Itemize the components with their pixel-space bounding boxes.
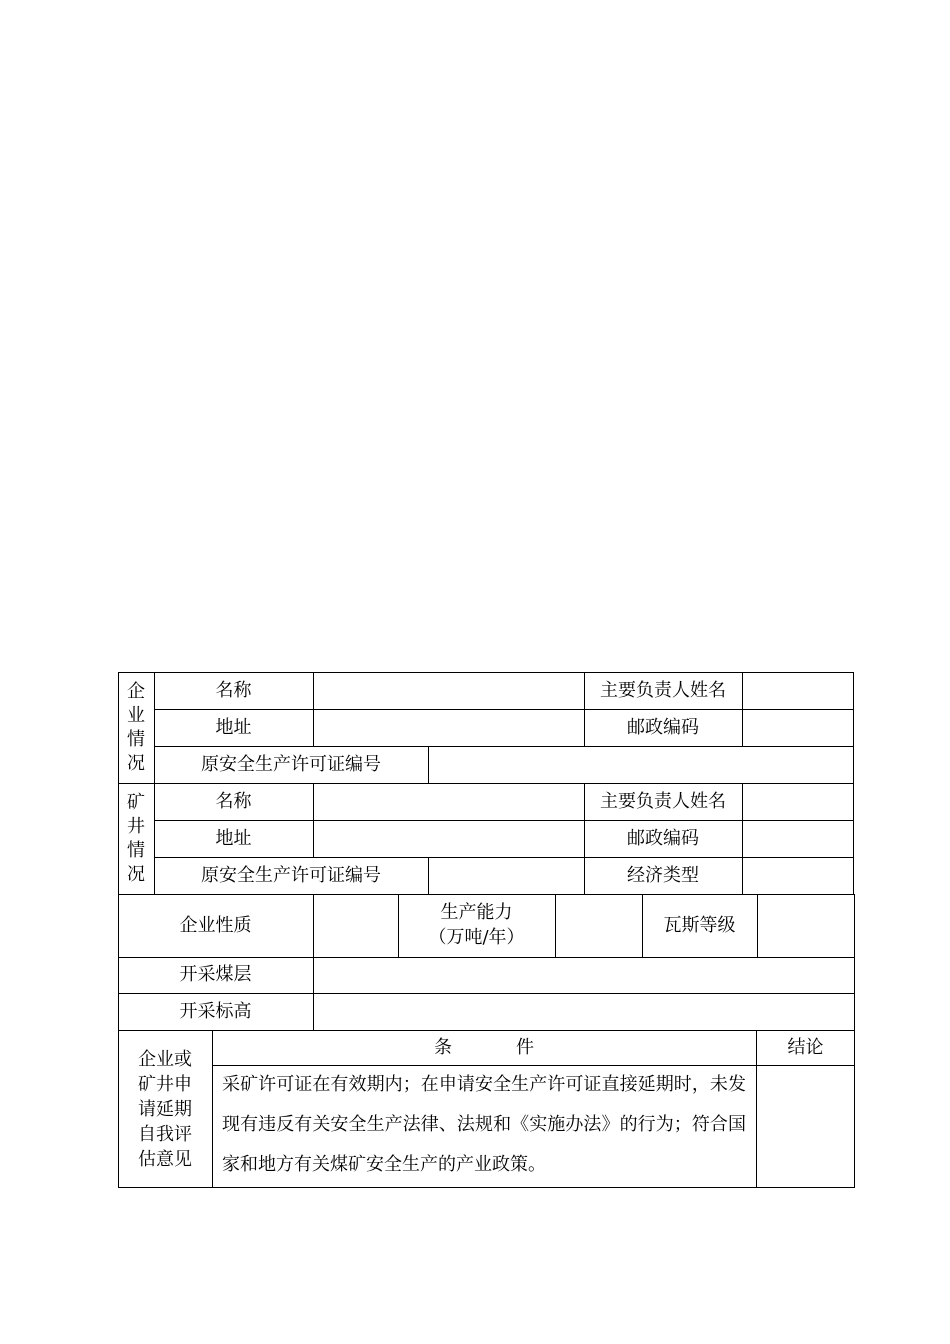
enterprise-section-label: 企 业 情 况 — [127, 681, 145, 774]
mine-address-field[interactable] — [314, 821, 584, 857]
enterprise-nature-label: 企业性质 — [179, 914, 252, 936]
enterprise-head-label: 主要负责人姓名 — [600, 679, 726, 701]
mine-head-label: 主要负责人姓名 — [600, 790, 726, 812]
mining-seam-label: 开采煤层 — [179, 964, 252, 986]
mining-elevation-field[interactable] — [314, 994, 854, 1030]
condition-text: 采矿许可证在有效期内；在申请安全生产许可证直接延期时，未发现有违反有关安全生产法律、法规和《实施办法》的行为；符合国家和地方有关煤矿安全生产的产业政策。 — [222, 1074, 746, 1175]
capacity-field[interactable] — [556, 895, 642, 957]
enterprise-postcode-field[interactable] — [743, 710, 853, 746]
mining-seam-field[interactable] — [314, 958, 854, 993]
enterprise-postcode-label: 邮政编码 — [627, 716, 699, 738]
mine-postcode-label: 邮政编码 — [627, 827, 699, 849]
mine-economy-label: 经济类型 — [627, 865, 699, 887]
mine-name-label: 名称 — [215, 790, 252, 812]
enterprise-address-field[interactable] — [314, 710, 584, 746]
mine-head-field[interactable] — [743, 784, 853, 820]
enterprise-head-field[interactable] — [743, 673, 853, 709]
mine-economy-field[interactable] — [743, 858, 853, 894]
mining-elevation-label: 开采标高 — [179, 1000, 252, 1022]
capacity-label — [398, 894, 555, 957]
mine-license-field[interactable] — [429, 858, 584, 894]
condition-header: 条 件 — [434, 1036, 534, 1058]
enterprise-name-field[interactable] — [314, 673, 584, 709]
enterprise-address-label: 地址 — [215, 716, 252, 738]
mine-section-label: 矿 井 情 况 — [127, 792, 145, 885]
gas-grade-label: 瓦斯等级 — [663, 914, 736, 936]
mine-postcode-field[interactable] — [743, 821, 853, 857]
conclusion-header: 结论 — [787, 1036, 824, 1058]
enterprise-name-label: 名称 — [215, 679, 252, 701]
capacity-unit-text: （万吨/年） — [428, 926, 525, 948]
conclusion-field[interactable] — [757, 1066, 854, 1187]
gas-grade-field[interactable] — [758, 895, 854, 957]
enterprise-license-field[interactable] — [429, 747, 853, 783]
enterprise-nature-field[interactable] — [314, 895, 398, 957]
mine-license-label: 原安全生产许可证编号 — [201, 865, 381, 887]
capacity-label-text: 生产能力 — [440, 902, 513, 924]
assessment-side-label: 企业或 矿井申 请延期 自我评 估意见 — [138, 1048, 192, 1170]
mine-name-field[interactable] — [314, 784, 584, 820]
mine-address-label: 地址 — [215, 827, 252, 849]
enterprise-license-label: 原安全生产许可证编号 — [201, 754, 381, 776]
